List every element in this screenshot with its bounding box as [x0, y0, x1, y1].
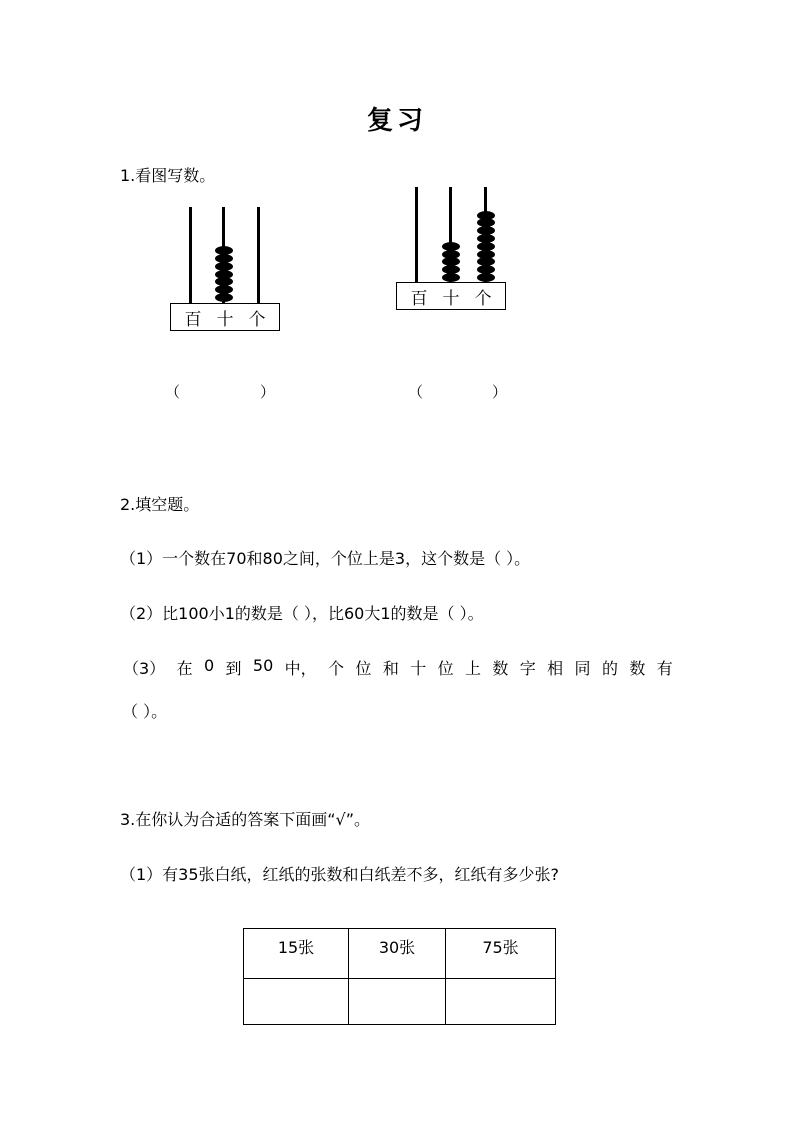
q2-item-3-token: 上 [464, 659, 481, 678]
abacus-1-base [170, 303, 280, 331]
abacus-1-label-hundreds: 百 [184, 309, 202, 330]
abacus-2-base [396, 282, 506, 310]
abacus-2-bead-tens [442, 273, 460, 282]
q3-item-1: （1）有35张白纸，红纸的张数和白纸差不多，红纸有多少张? [120, 865, 560, 884]
abacus-1-bead-tens [215, 270, 233, 279]
q2-item-3-token: 和 [382, 659, 399, 678]
abacus-2-label-ones: 个 [474, 288, 492, 309]
option-label-75: 75张 [446, 929, 556, 979]
abacus-2-bead-ones [477, 211, 495, 220]
abacus-1-label-ones: 个 [248, 309, 266, 330]
abacus-1-bead-tens [215, 277, 233, 286]
q2-item-3-token: 数 [492, 659, 509, 678]
abacus-1-bead-tens [215, 254, 233, 263]
abacus-2-label-hundreds: 百 [410, 288, 428, 309]
option-label-30: 30张 [349, 929, 446, 979]
q2-item-3-token: 有 [656, 659, 673, 678]
abacus-2-bead-ones [477, 242, 495, 251]
abacus-2-bead-tens [442, 265, 460, 274]
abacus-2-rod-hundreds [415, 187, 418, 283]
answer-cell-15[interactable] [244, 979, 349, 1025]
q2-item-3-token: 位 [355, 659, 372, 678]
q2-item-3-token: 到 [225, 659, 242, 678]
table-header-row [244, 929, 556, 979]
abacus-2-bead-tens [442, 242, 460, 251]
q2-item-3-token: 50 [252, 656, 274, 675]
abacus-1-bead-tens [215, 285, 233, 294]
abacus-2-bead-ones [477, 234, 495, 243]
abacus-1-bead-tens [215, 246, 233, 255]
q2-item-1: （1）一个数在70和80之间，个位上是3，这个数是（ ）。 [120, 549, 531, 568]
answer-cell-30[interactable] [349, 979, 446, 1025]
answer-blank-2-close: ） [492, 383, 508, 401]
q2-item-3-token: 数 [629, 659, 646, 678]
answer-blank-1-close: ） [260, 383, 276, 401]
q2-item-3-token: 相 [547, 659, 564, 678]
abacus-2-bead-ones [477, 250, 495, 259]
q2-item-3-token: 字 [519, 659, 536, 678]
abacus-2-bead-tens [442, 257, 460, 266]
q2-item-3-token: 的 [601, 659, 618, 678]
answer-options-table [243, 928, 556, 1025]
q2-item-3-token: （3） [123, 659, 166, 678]
q1-heading: 1.看图写数。 [120, 166, 216, 185]
q2-item-3-token: 个 [328, 659, 345, 678]
q2-item-3-token: 同 [574, 659, 591, 678]
q2-item-3-line-2: （ ）。 [122, 702, 168, 721]
q2-item-3-token: 0 [203, 656, 215, 675]
abacus-2-bead-ones [477, 218, 495, 227]
q2-item-3-token: 十 [410, 659, 427, 678]
q2-item-2: （2）比100小1的数是（ ），比60大1的数是（ ）。 [120, 604, 484, 623]
abacus-2-bead-ones [477, 265, 495, 274]
abacus-2-bead-ones [477, 226, 495, 235]
abacus-2-bead-ones [477, 257, 495, 266]
option-label-15: 15张 [244, 929, 349, 979]
q2-item-3-line-1 [123, 656, 673, 679]
q2-item-3-token: 在 [176, 659, 193, 678]
answer-blank-2-open: （ [408, 383, 424, 401]
abacus-1-bead-tens [215, 293, 233, 302]
page-title: 复习 [366, 106, 427, 136]
answer-blank-1-open: （ [165, 383, 181, 401]
q2-item-3-token: 中， [284, 659, 317, 678]
abacus-1-rod-hundreds [189, 207, 192, 304]
q2-item-3-token: 位 [437, 659, 454, 678]
table-answer-row [244, 979, 556, 1025]
abacus-1-rod-ones [257, 207, 260, 304]
abacus-2-bead-ones [477, 273, 495, 282]
abacus-1-label-tens: 十 [216, 309, 234, 330]
q3-heading: 3.在你认为合适的答案下面画“√”。 [120, 810, 371, 829]
answer-cell-75[interactable] [446, 979, 556, 1025]
abacus-2-label-tens: 十 [442, 288, 460, 309]
abacus-1-bead-tens [215, 262, 233, 271]
q2-heading: 2.填空题。 [120, 495, 200, 514]
abacus-2-bead-tens [442, 250, 460, 259]
